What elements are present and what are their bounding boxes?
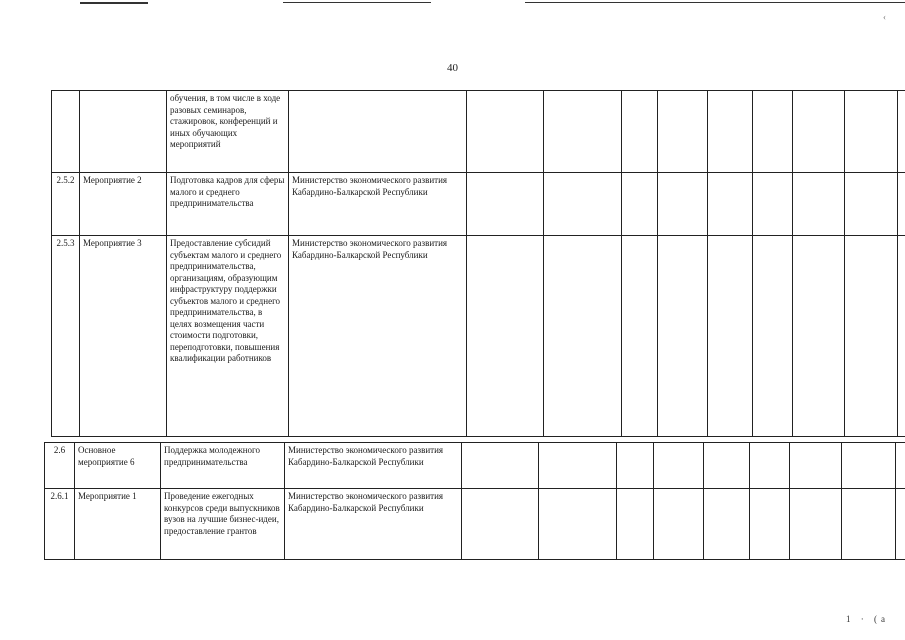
corner-mark: ‹ xyxy=(883,12,886,22)
value-cell xyxy=(658,173,708,236)
value-cell xyxy=(845,173,898,236)
value-cell xyxy=(896,443,905,489)
row-number: 2.5.2 xyxy=(52,173,80,236)
row-name: обучения, в том числе в ходе разовых семинаров, стажировок, конференций и иных обучающих мероприятий xyxy=(167,91,289,173)
row-number: 2.6.1 xyxy=(45,489,75,560)
value-cell xyxy=(708,173,753,236)
value-cell xyxy=(704,489,750,560)
value-cell xyxy=(750,489,790,560)
row-name: Проведение ежегодных конкурсов среди выпускников вузов на лучшие бизнес-идеи, предоставление грантов xyxy=(161,489,285,560)
row-number xyxy=(52,91,80,173)
row-type: Основное мероприятие 6 xyxy=(75,443,161,489)
value-cell xyxy=(753,173,793,236)
value-cell xyxy=(753,236,793,437)
value-cell xyxy=(658,91,708,173)
value-cell xyxy=(842,489,896,560)
table-row xyxy=(45,489,905,560)
value-cell xyxy=(622,91,658,173)
program-table-lower xyxy=(44,442,905,560)
value-cell xyxy=(658,236,708,437)
value-cell xyxy=(790,489,842,560)
row-executor: Министерство экономического развития Кабардино-Балкарской Республики xyxy=(289,173,467,236)
value-cell xyxy=(750,443,790,489)
value-cell xyxy=(617,489,654,560)
row-executor: Министерство экономического развития Кабардино-Балкарской Республики xyxy=(285,489,462,560)
row-name: Подготовка кадров для сферы малого и среднего предпринимательства xyxy=(167,173,289,236)
value-cell xyxy=(898,236,905,437)
row-name: Предоставление субсидий субъектам малого и среднего предпринимательства, организациям, образующим инфраструктуру поддержки субъектов малого и среднего предпринимательства, в целях возмещения части стоимости подготовки, переподготовки, повышения квалификации работников xyxy=(167,236,289,437)
value-cell xyxy=(622,173,658,236)
value-cell xyxy=(462,489,539,560)
value-cell xyxy=(793,91,845,173)
value-cell xyxy=(467,236,544,437)
top-rule-middle xyxy=(283,2,431,3)
value-cell xyxy=(845,236,898,437)
top-rule-right xyxy=(525,2,905,3)
value-cell xyxy=(654,489,704,560)
table-row xyxy=(52,91,905,173)
value-cell xyxy=(793,236,845,437)
row-executor: Министерство экономического развития Кабардино-Балкарской Республики xyxy=(285,443,462,489)
row-type xyxy=(80,91,167,173)
value-cell xyxy=(467,173,544,236)
value-cell xyxy=(793,173,845,236)
row-type: Мероприятие 3 xyxy=(80,236,167,437)
value-cell xyxy=(544,236,622,437)
row-executor: Министерство экономического развития Кабардино-Балкарской Республики xyxy=(289,236,467,437)
value-cell xyxy=(842,443,896,489)
row-name: Поддержка молодежного предпринимательства xyxy=(161,443,285,489)
value-cell xyxy=(622,236,658,437)
row-executor xyxy=(289,91,467,173)
value-cell xyxy=(704,443,750,489)
value-cell xyxy=(544,173,622,236)
page-number: 40 xyxy=(447,62,458,74)
value-cell xyxy=(753,91,793,173)
value-cell xyxy=(467,91,544,173)
value-cell xyxy=(898,91,905,173)
row-type: Мероприятие 1 xyxy=(75,489,161,560)
value-cell xyxy=(896,489,905,560)
row-type: Мероприятие 2 xyxy=(80,173,167,236)
value-cell xyxy=(898,173,905,236)
value-cell xyxy=(708,236,753,437)
row-number: 2.6 xyxy=(45,443,75,489)
table-row xyxy=(52,173,905,236)
value-cell xyxy=(539,489,617,560)
table-row xyxy=(45,443,905,489)
value-cell xyxy=(539,443,617,489)
value-cell xyxy=(617,443,654,489)
value-cell xyxy=(790,443,842,489)
value-cell xyxy=(544,91,622,173)
table-row xyxy=(52,236,905,437)
value-cell xyxy=(654,443,704,489)
top-rule-left xyxy=(80,2,148,4)
scan-marks: 1 · (a xyxy=(846,614,889,624)
value-cell xyxy=(708,91,753,173)
value-cell xyxy=(845,91,898,173)
row-number: 2.5.3 xyxy=(52,236,80,437)
program-table-upper xyxy=(51,90,905,437)
value-cell xyxy=(462,443,539,489)
